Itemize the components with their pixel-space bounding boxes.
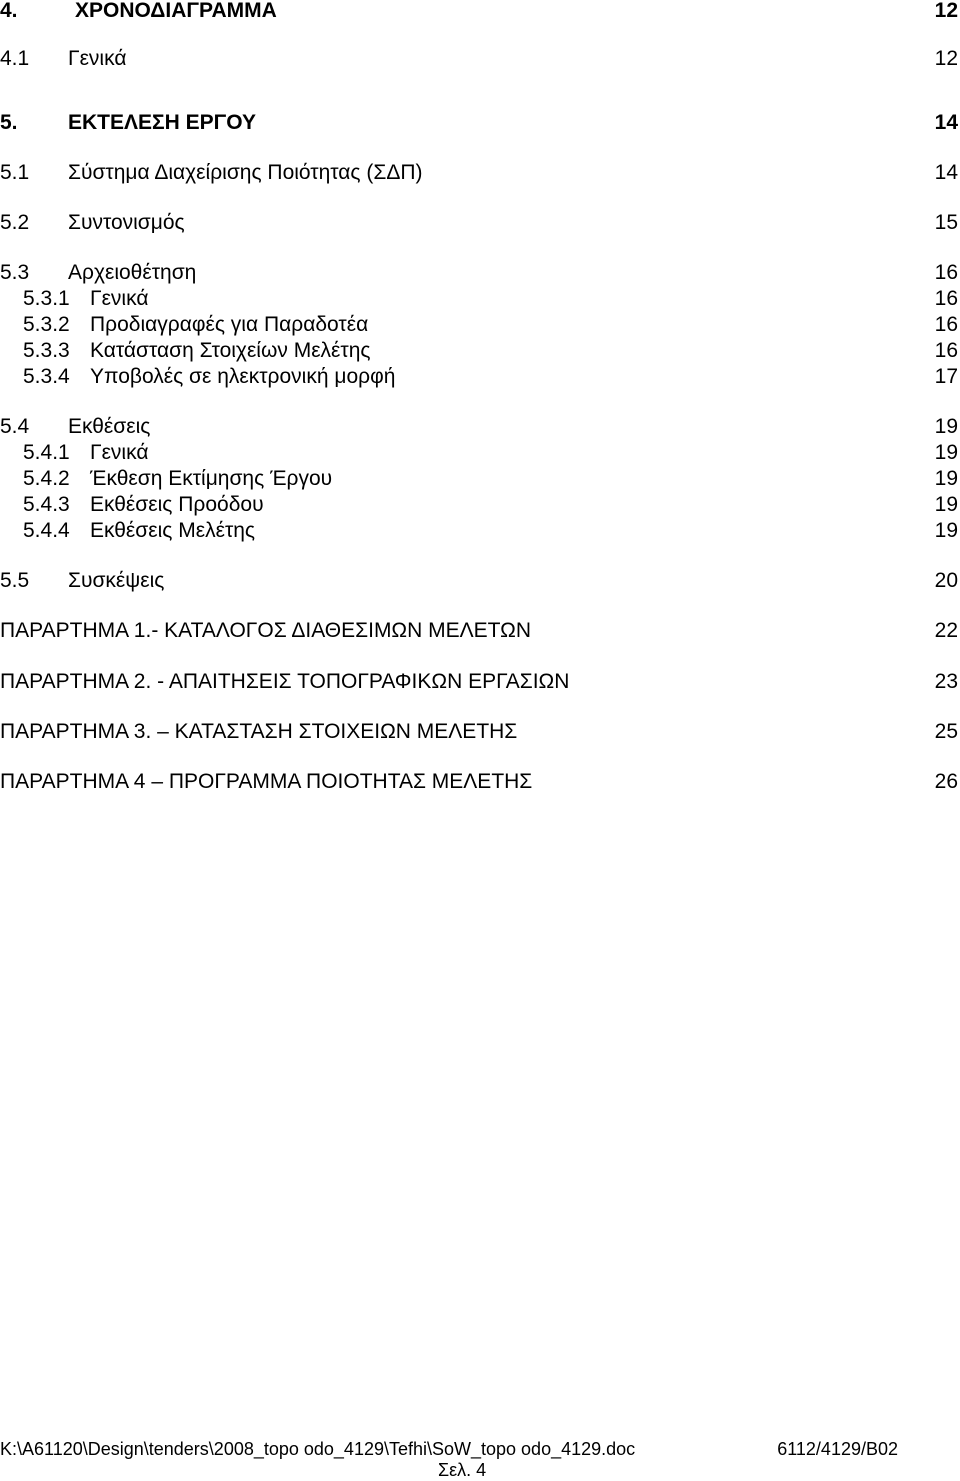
toc-number: 5.3.1 bbox=[23, 287, 70, 310]
toc-number: 5.5 bbox=[0, 569, 30, 592]
toc-page-number: 12 bbox=[934, 0, 958, 22]
toc-number: 5.3.2 bbox=[23, 313, 70, 336]
toc-title: ΧΡΟΝΟΔΙΑΓΡΑΜΜΑ bbox=[75, 0, 277, 22]
toc-page-number: 19 bbox=[934, 415, 958, 438]
toc-number: 5.4.1 bbox=[23, 441, 70, 464]
toc-number: 5.2 bbox=[0, 211, 30, 234]
toc-number: 5.3.3 bbox=[23, 339, 70, 362]
toc-page-number: 19 bbox=[934, 493, 958, 516]
toc-page-number: 20 bbox=[934, 569, 958, 592]
footer-page-number: Σελ. 4 bbox=[438, 1460, 487, 1480]
footer-document-code: 6112/4129/B02 bbox=[777, 1439, 898, 1459]
toc-page-number: 16 bbox=[934, 339, 958, 362]
toc-page-number: 14 bbox=[934, 111, 958, 134]
toc-title: ΠΑΡΑΡΤΗΜΑ 2. - ΑΠΑΙΤΗΣΕΙΣ ΤΟΠΟΓΡΑΦΙΚΩΝ ΕΡΓΑΣΙΩΝ bbox=[0, 670, 570, 693]
toc-title: Υποβολές σε ηλεκτρονική μορφή bbox=[90, 365, 396, 388]
toc-title: Συντονισμός bbox=[68, 211, 185, 234]
toc-title: Γενικά bbox=[68, 47, 127, 70]
toc-title: ΠΑΡΑΡΤΗΜΑ 1.- ΚΑΤΑΛΟΓΟΣ ΔΙΑΘΕΣΙΜΩΝ ΜΕΛΕΤΩΝ bbox=[0, 619, 531, 642]
toc-page-number: 19 bbox=[934, 441, 958, 464]
toc-title: Έκθεση Εκτίμησης Έργου bbox=[90, 467, 333, 490]
toc-title: Κατάσταση Στοιχείων Μελέτης bbox=[90, 339, 371, 362]
toc-page-number: 16 bbox=[934, 261, 958, 284]
toc-title: ΠΑΡΑΡΤΗΜΑ 4 – ΠΡΟΓΡΑΜΜΑ ΠΟΙΟΤΗΤΑΣ ΜΕΛΕΤΗΣ bbox=[0, 770, 533, 793]
footer-file-path: K:\A61120\Design\tenders\2008_topo odo_4129\Tefhi\SoW_topo odo_4129.doc bbox=[0, 1439, 636, 1459]
toc-page-number: 16 bbox=[934, 313, 958, 336]
toc-number: 5.4.4 bbox=[23, 519, 70, 542]
toc-number: 4.1 bbox=[0, 47, 30, 70]
toc-page-number: 26 bbox=[934, 770, 958, 793]
toc-number: 5.3 bbox=[0, 261, 30, 284]
toc-title: Γενικά bbox=[90, 441, 149, 464]
toc-title: Γενικά bbox=[90, 287, 149, 310]
toc-number: 5.3.4 bbox=[23, 365, 70, 388]
toc-number: 5.4.2 bbox=[23, 467, 70, 490]
toc-title: Εκθέσεις bbox=[68, 415, 151, 438]
toc-title: Συσκέψεις bbox=[68, 569, 165, 592]
toc-page-number: 25 bbox=[934, 720, 958, 743]
toc-number: 5. bbox=[0, 111, 18, 134]
toc-page-number: 23 bbox=[934, 670, 958, 693]
toc-page-number: 19 bbox=[934, 467, 958, 490]
toc-title: Προδιαγραφές για Παραδοτέα bbox=[90, 313, 369, 336]
toc-number: 5.4.3 bbox=[23, 493, 70, 516]
toc-title: ΠΑΡΑΡΤΗΜΑ 3. – ΚΑΤΑΣΤΑΣΗ ΣΤΟΙΧΕΙΩΝ ΜΕΛΕΤΗΣ bbox=[0, 720, 518, 743]
toc-number: 5.4 bbox=[0, 415, 30, 438]
toc-title: ΕΚΤΕΛΕΣΗ ΕΡΓΟΥ bbox=[68, 111, 257, 134]
toc-page-number: 12 bbox=[934, 47, 958, 70]
toc-number: 4. bbox=[0, 0, 18, 22]
toc-title: Εκθέσεις Μελέτης bbox=[90, 519, 256, 542]
toc-title: Εκθέσεις Προόδου bbox=[90, 493, 264, 516]
toc-page-number: 16 bbox=[934, 287, 958, 310]
toc-title: Αρχειοθέτηση bbox=[68, 261, 197, 284]
toc-page-number: 22 bbox=[934, 619, 958, 642]
toc-title: Σύστημα Διαχείρισης Ποιότητας (ΣΔΠ) bbox=[68, 161, 423, 184]
toc-page-number: 15 bbox=[934, 211, 958, 234]
toc-page-number: 14 bbox=[934, 161, 958, 184]
toc-page-number: 19 bbox=[934, 519, 958, 542]
toc-page-number: 17 bbox=[934, 365, 958, 388]
toc-number: 5.1 bbox=[0, 161, 30, 184]
